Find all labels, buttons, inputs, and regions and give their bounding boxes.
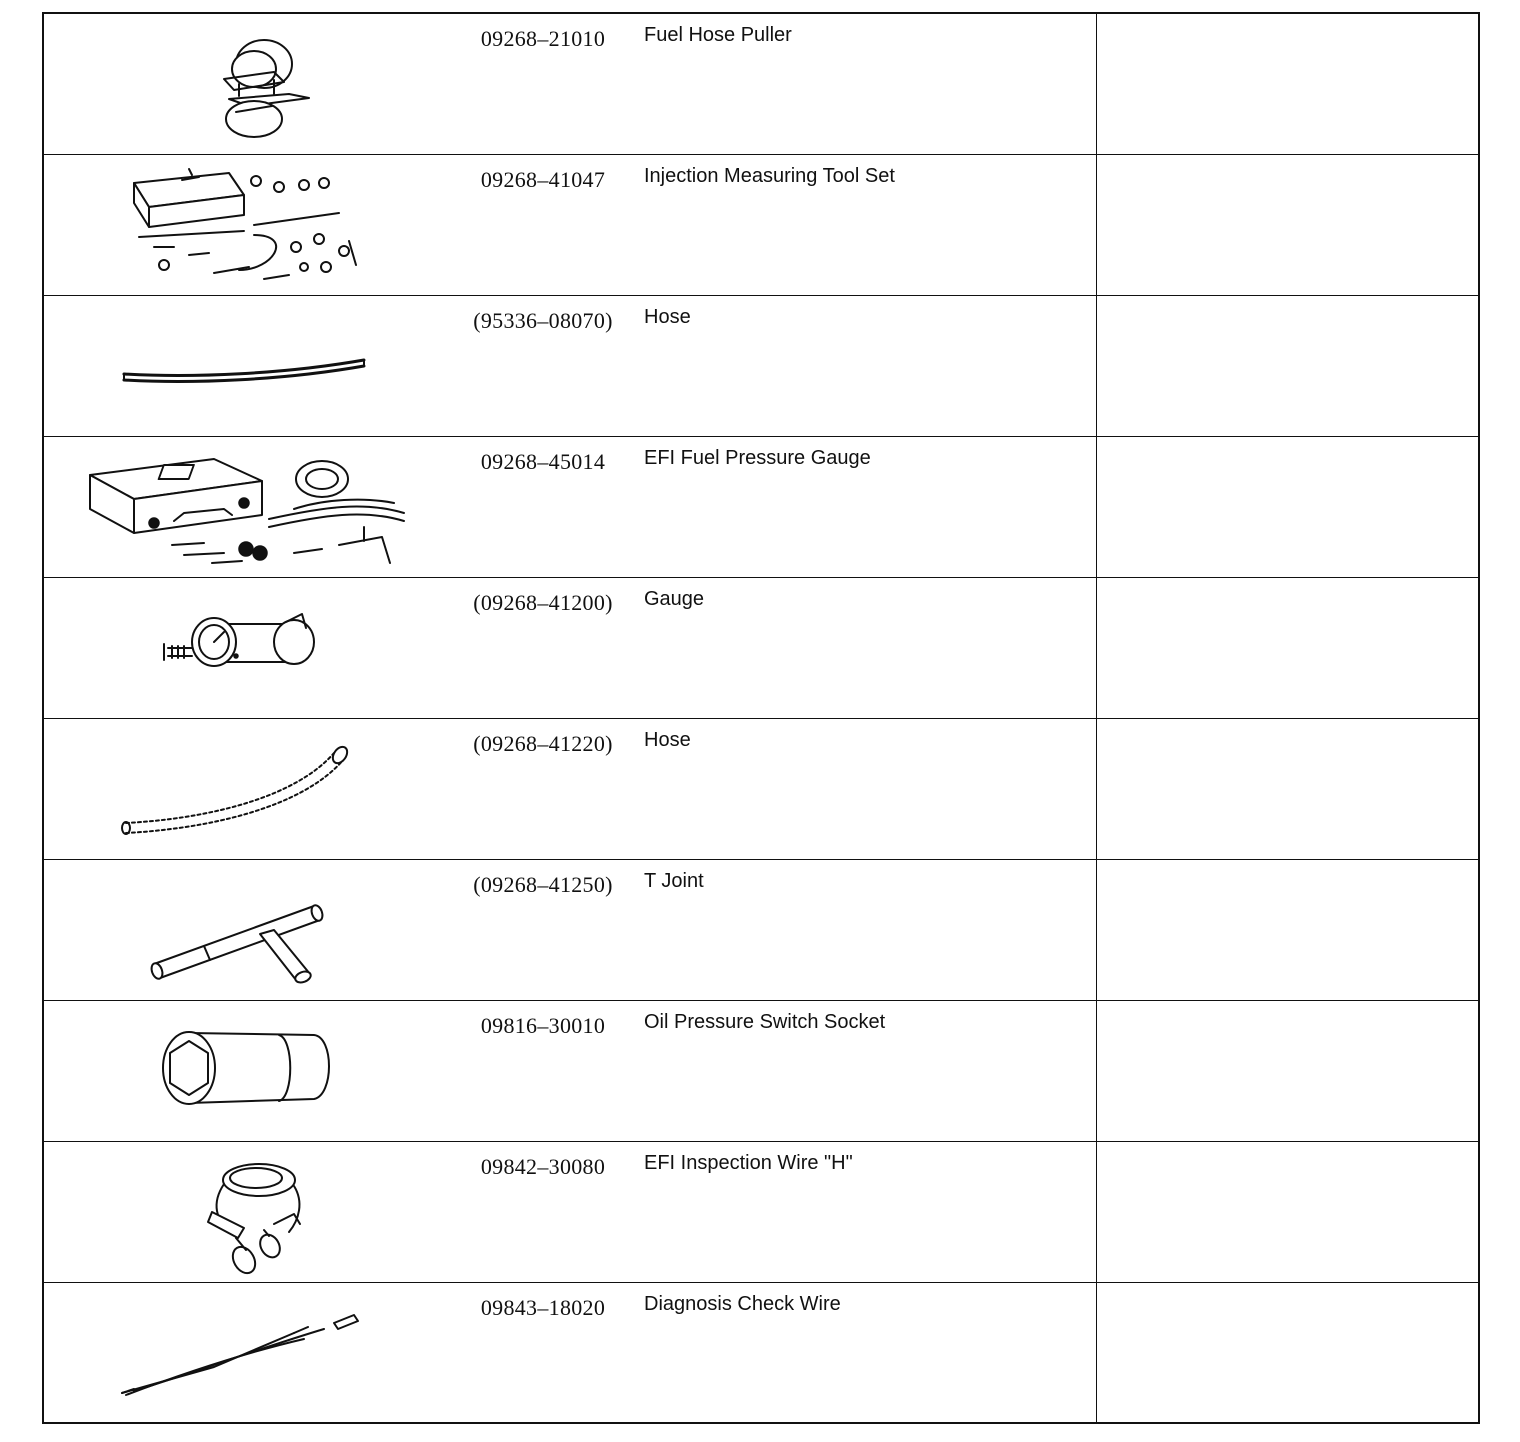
special-tools-table — [42, 12, 1480, 1424]
table-row — [44, 1001, 1478, 1142]
table-row — [44, 578, 1478, 719]
part-number: 09268–21010 — [480, 26, 606, 51]
tool-name: Gauge — [644, 588, 705, 610]
check-wire-icon — [64, 1283, 464, 1423]
tool-name: Injection Measuring Tool Set — [644, 165, 895, 187]
part-number: 09842–30080 — [480, 1154, 606, 1179]
table-row — [44, 437, 1478, 578]
tool-name: Fuel Hose Puller — [644, 24, 792, 46]
hose-icon — [64, 296, 464, 436]
table-row — [44, 296, 1478, 437]
tool-name: Diagnosis Check Wire — [644, 1293, 841, 1315]
tool-name: Hose — [644, 729, 691, 751]
fuel-hose-puller-icon — [64, 14, 464, 154]
table-row — [44, 860, 1478, 1001]
table-row — [44, 1283, 1478, 1424]
part-number: (95336–08070) — [473, 308, 613, 333]
efi-fuel-pressure-gauge-kit-icon — [64, 437, 464, 577]
tool-name: T Joint — [644, 870, 704, 892]
tool-name: EFI Fuel Pressure Gauge — [644, 447, 871, 469]
tool-name: Oil Pressure Switch Socket — [644, 1011, 886, 1033]
part-number: 09816–30010 — [480, 1013, 606, 1038]
table-row — [44, 1142, 1478, 1283]
injection-measuring-tool-set-icon — [64, 155, 464, 295]
table-row — [44, 155, 1478, 296]
curved-hose-icon — [64, 719, 464, 859]
table-row — [44, 14, 1478, 155]
part-number: 09268–41047 — [480, 167, 606, 192]
tool-name: Hose — [644, 306, 691, 328]
gauge-icon — [64, 578, 464, 718]
inspection-wire-icon — [64, 1142, 464, 1282]
t-joint-icon — [64, 860, 464, 1000]
socket-icon — [64, 1001, 464, 1141]
tool-name: EFI Inspection Wire "H" — [644, 1152, 853, 1174]
part-number: 09843–18020 — [480, 1295, 606, 1320]
part-number: (09268–41250) — [473, 872, 613, 897]
part-number: 09268–45014 — [480, 449, 606, 474]
part-number: (09268–41220) — [473, 731, 613, 756]
part-number: (09268–41200) — [473, 590, 613, 615]
table-row — [44, 719, 1478, 860]
